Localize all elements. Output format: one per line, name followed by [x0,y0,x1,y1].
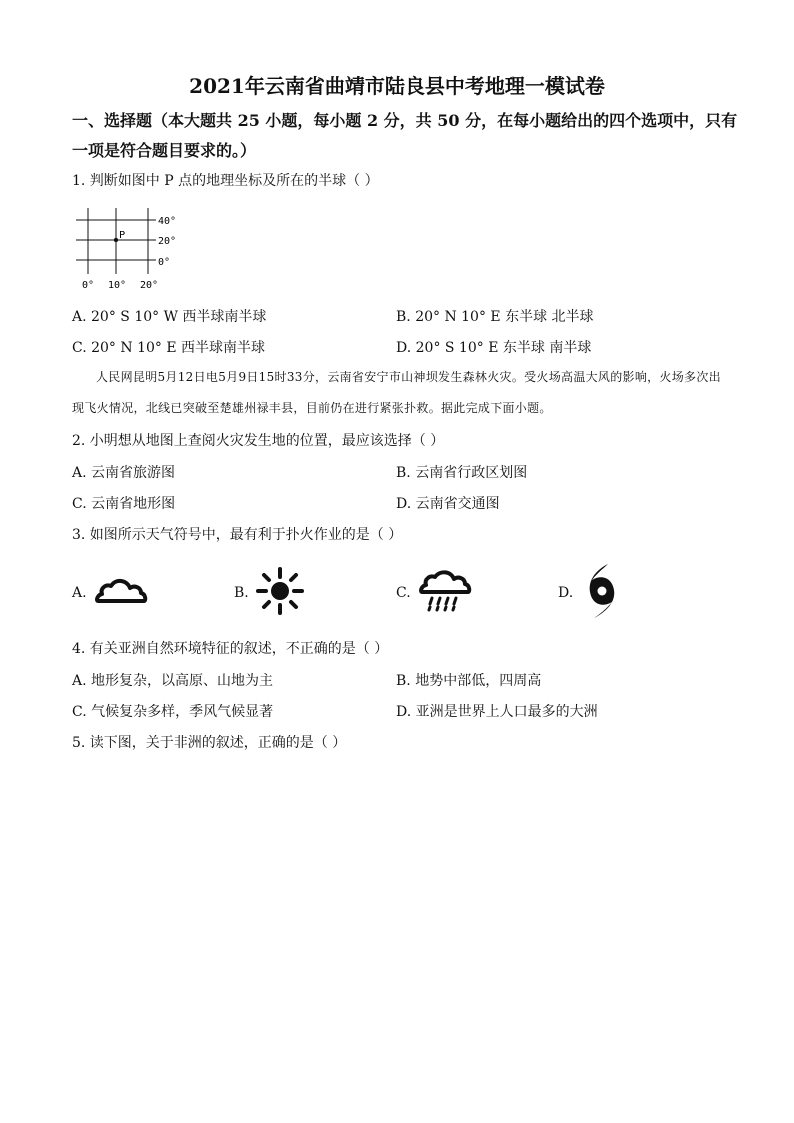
question-3-stem: 3. 如图所示天气符号中，最有利于扑火作业的是（ ） [72,527,403,543]
coordinate-grid-figure [72,208,192,296]
q1-option-b: B. 20° N 10° E 东半球 北半球 [396,309,594,325]
lon-label-20: 20° [140,280,159,291]
lon-label-10: 10° [108,280,127,291]
q4-option-b: B. 地势中部低，四周高 [396,673,542,689]
question-4-stem: 4. 有关亚洲自然环境特征的叙述，不正确的是（ ） [72,641,389,657]
section-heading [72,106,737,166]
q1-option-c: C. 20° N 10° E 西半球南半球 [72,340,266,356]
question-1-stem: 1. 判断如图中 P 点的地理坐标及所在的半球（ ） [72,173,379,189]
q3-option-c-label: C. [396,585,411,601]
section-heading-line-1: 一、选择题（本大题共 25 小题，每小题 2 分，共 50 分，在每小题给出的四个选项中，只有 [72,111,738,130]
section-heading-line-2: 一项是符合题目要求的。） [72,141,257,160]
lat-label-40: 40° [158,216,177,227]
rain-cloud-icon [418,570,472,616]
q3-option-d-label: D. [558,585,574,601]
cloud-icon [94,574,148,610]
question-5-stem: 5. 读下图，关于非洲的叙述，正确的是（ ） [72,735,347,751]
q2-option-d: D. 云南省交通图 [396,496,500,512]
point-p-marker [114,238,118,242]
page-title: 2021年云南省曲靖市陆良县中考地理一模试卷 [189,74,605,98]
lat-label-20: 20° [158,236,177,247]
q1-option-a: A. 20° S 10° W 西半球南半球 [72,309,267,325]
q4-option-a: A. 地形复杂，以高原、山地为主 [72,673,274,689]
typhoon-icon [582,562,620,624]
q2-option-b: B. 云南省行政区划图 [396,465,528,481]
lat-label-0: 0° [158,257,171,268]
lon-label-0: 0° [82,280,95,291]
coordinate-grid-svg [72,208,192,292]
reading-passage: 人民网昆明5月12日电5月9日15时33分，云南省安宁市山神坝发生森林火灾。受火场高温大风的影响，火场多次出现飞火情况，北线已突破至楚雄州禄丰县，目前仍在进行紧张扑救。据此完成下面小题。 [72,370,721,415]
q4-option-d: D. 亚洲是世界上人口最多的大洲 [396,704,598,720]
q1-option-d: D. 20° S 10° E 东半球 南半球 [396,340,592,356]
q4-option-c: C. 气候复杂多样，季风气候显著 [72,704,274,720]
q2-option-c: C. 云南省地形图 [72,496,176,512]
sun-icon [256,567,304,619]
q3-option-b-label: B. [234,585,249,601]
question-2-stem: 2. 小明想从地图上查阅火灾发生地的位置，最应该选择（ ） [72,433,445,449]
point-p-label: P [119,230,126,241]
q2-option-a: A. 云南省旅游图 [72,465,176,481]
q3-option-a-label: A. [72,585,87,601]
